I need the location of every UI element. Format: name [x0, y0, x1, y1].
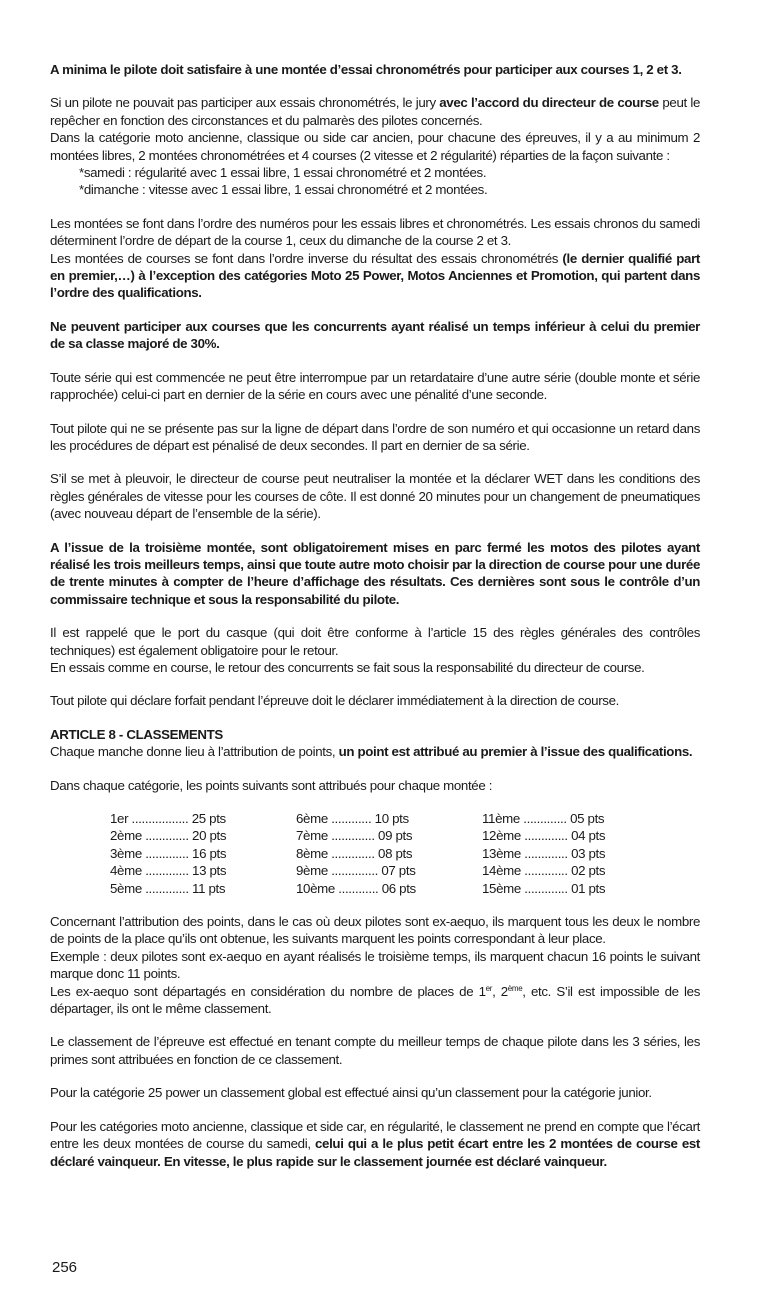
table-cell: 6ème ............ 10 pts	[296, 811, 409, 826]
paragraph-min-qualification: A minima le pilote doit satisfaire à une montée d’essai chronométrés pour participer aux courses 1, 2 et 3.	[50, 62, 682, 77]
table-row	[110, 862, 605, 879]
paragraph-ex-aequo: Concernant l’attribution des points, dans le cas où deux pilotes sont ex-aequo, ils marquent tous les deux le nombre de points de la place qu’ils ont obtenue, les suivants marquent les points correspondant à leur place.	[50, 914, 700, 947]
paragraph-start-penalty: Tout pilote qui ne se présente pas sur la ligne de départ dans l’ordre de son numéro et qui occasionne un retard dans les procédures de départ est pénalisé de deux secondes. Il part en dernier de sa série.	[50, 420, 700, 453]
table-cell: 9ème .............. 07 pts	[296, 863, 416, 879]
table-cell: 7ème ............. 09 pts	[296, 828, 413, 844]
table-cell: 11ème ............. 05 pts	[482, 811, 605, 826]
paragraph-parc-ferme: A l’issue de la troisième montée, sont obligatoirement mises en parc fermé les motos des pilotes ayant réalisé les trois meilleurs temps, ainsi que toute autre moto choisir par la direction de course pour une durée de trente minutes à compter de l’heure d’affichage des résultats. Ces dernières sont sous le contrôle d’un commissaire technique et sous la responsabilité du pilote.	[50, 539, 700, 607]
article-title: ARTICLE 8 - CLASSEMENTS	[50, 726, 223, 742]
paragraph-helmet: Il est rappelé que le port du casque (qui doit être conforme à l’article 15 des règles générales des contrôles techniques) est également obligatoire pour le retour.	[50, 625, 700, 658]
paragraph-classement-epreuve: Le classement de l’épreuve est effectué en tenant compte du meilleur temps de chaque pilote dans les 3 séries, les primes sont attribuées en fonction de ce classement.	[50, 1034, 700, 1067]
paragraph-time-limit: Ne peuvent participer aux courses que les concurrents ayant réalisé un temps inférieur à celui du premier de sa classe majoré de 30%.	[50, 318, 700, 352]
table-cell: 3ème ............. 16 pts	[110, 845, 227, 861]
document-body	[50, 61, 700, 1186]
paragraph-points-intro: Dans chaque catégorie, les points suivants sont attribués pour chaque montée :	[50, 777, 493, 793]
list-item-dimanche: *dimanche : vitesse avec 1 essai libre, 1 essai chronométré et 2 montées.	[79, 182, 488, 198]
points-table	[110, 810, 605, 897]
paragraph-ancient-categories: Dans la catégorie moto ancienne, classique ou side car ancien, pour chacune des épreuves, il y a au minimum 2 montées libres, 2 montées chronométrées et 4 courses (2 vitesse et 2 régularité) réparties de la façon suivante :	[50, 130, 700, 163]
table-cell: 10ème ............ 06 pts	[296, 880, 416, 896]
paragraph-points-attribution: Chaque manche donne lieu à l’attribution de points, un point est attribué au premier à l’issue des qualifications.	[50, 744, 693, 760]
paragraph-example: Exemple : deux pilotes sont ex-aequo en ayant réalisés le troisième temps, ils marquent chacun 16 points le suivant marque donc 11 points.	[50, 948, 700, 982]
paragraph-forfait: Tout pilote qui déclare forfait pendant l’épreuve doit le déclarer immédiatement à la direction de course.	[50, 693, 619, 709]
paragraph-series-rule: Toute série qui est commencée ne peut être interrompue par un retardataire d’une autre série (double monte et série rapprochée) celui-ci part en dernier de la série en cours avec une pénalité d’une seconde.	[50, 369, 700, 403]
list-item-samedi: *samedi : régularité avec 1 essai libre, 1 essai chronométré et 2 montées.	[79, 165, 487, 181]
table-cell: 13ème ............. 03 pts	[482, 845, 606, 861]
table-cell: 15ème ............. 01 pts	[482, 880, 606, 896]
table-row	[110, 827, 605, 844]
paragraph-rain-rule: S’il se met à pleuvoir, le directeur de course peut neutraliser la montée et la déclarer WET dans les conditions des règles générales de vitesse pour les courses de côte. Il est donné 20 minutes pour un changement de pneumatiques (avec nouveau départ de l’ensemble de la série).	[50, 471, 700, 522]
paragraph-25-power: Pour la catégorie 25 power un classement global est effectué ainsi qu’un classement pour la catégorie junior.	[50, 1085, 652, 1101]
paragraph-course-order: Les montées de courses se font dans l’ordre inverse du résultat des essais chronométrés (le dernier qualifié part en premier,…) à l’exception des catégories Moto 25 Power, Motos Anciennes et Promotion, qui partent dans l’ordre des qualifications.	[50, 250, 700, 301]
paragraph-montees-order: Les montées se font dans l’ordre des numéros pour les essais libres et chronométrés. Les essais chronos du samedi déterminent l’ordre de départ de la course 1, ceux du dimanche de la course 2 et 3.	[50, 215, 700, 249]
table-cell: 14ème ............. 02 pts	[482, 863, 606, 879]
table-cell: 4ème ............. 13 pts	[110, 863, 227, 879]
page-number: 256	[52, 1259, 78, 1276]
table-row	[110, 880, 605, 897]
paragraph-tie-break: Les ex-aequo sont départagés en considération du nombre de places de 1er, 2ème, etc. S’il est impossible de les départager, ils ont le même classement.	[50, 983, 700, 1017]
table-cell: 12ème ............. 04 pts	[482, 828, 606, 844]
table-row	[110, 845, 605, 862]
paragraph-repechage: Si un pilote ne pouvait pas participer aux essais chronométrés, le jury avec l’accord du directeur de course peut le repêcher en fonction des circonstances et du palmarès des pilotes concernés.	[50, 95, 701, 128]
table-cell: 1er ................. 25 pts	[110, 811, 226, 826]
table-cell: 2ème ............. 20 pts	[110, 828, 227, 844]
paragraph-regularite: Pour les catégories moto ancienne, classique et side car, en régularité, le classement ne prend en compte que l’écart entre les deux montées de course du samedi, celui qui a le plus petit écart entre les 2 montées de course est déclaré vainqueur. En vitesse, le plus rapide sur le classement journée est déclaré vainqueur.	[50, 1118, 701, 1169]
table-row	[110, 810, 605, 827]
paragraph-return: En essais comme en course, le retour des concurrents se fait sous la responsabilité du directeur de course.	[50, 659, 645, 675]
table-cell: 5ème ............. 11 pts	[110, 880, 226, 896]
table-cell: 8ème ............. 08 pts	[296, 845, 413, 861]
